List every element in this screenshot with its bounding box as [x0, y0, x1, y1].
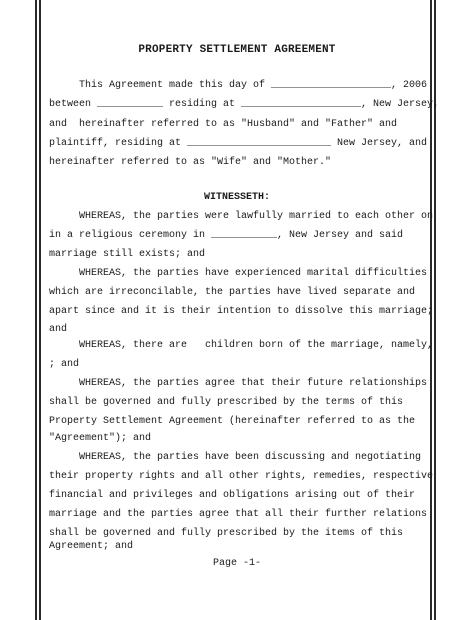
body-line: hereinafter referred to as "Wife" and "Mother.": [49, 157, 332, 168]
body-line: Property Settlement Agreement (hereinafter referred to as the: [49, 416, 416, 427]
body-line: ; and: [49, 359, 80, 370]
body-line: between ___________ residing at ____________________, New Jersey,: [49, 99, 440, 110]
body-line: shall be governed and fully prescribed by the items of this: [49, 528, 404, 539]
body-line: their property rights and all other rights, remedies, respective: [49, 471, 434, 482]
body-line: marriage and the parties agree that all their further relations: [49, 509, 428, 520]
body-line: in a religious ceremony in ___________, New Jersey and said: [49, 230, 404, 241]
left-margin-rule-outer: [35, 0, 37, 620]
section-heading: WITNESSETH:: [203, 192, 270, 203]
body-line: "Agreement"); and: [49, 433, 152, 444]
body-line: WHEREAS, the parties agree that their future relationships: [49, 378, 428, 389]
body-line: WHEREAS, the parties have been discussing and negotiating: [49, 452, 422, 463]
body-line: apart since and it is their intention to dissolve this marriage;: [49, 306, 434, 317]
body-line: WHEREAS, the parties have experienced marital difficulties: [49, 268, 428, 279]
body-line: marriage still exists; and: [49, 249, 206, 260]
body-line: which are irreconcilable, the parties have lived separate and: [49, 287, 416, 298]
body-line: shall be governed and fully prescribed by the terms of this: [49, 397, 404, 408]
right-margin-rule-outer: [434, 0, 436, 620]
left-margin-rule-inner: [39, 0, 41, 620]
body-line: plaintiff, residing at ________________________ New Jersey, and: [49, 138, 428, 149]
document-title: PROPERTY SETTLEMENT AGREEMENT: [138, 44, 336, 56]
body-line: and hereinafter referred to as "Husband" and "Father" and: [49, 119, 398, 130]
body-line: Agreement; and: [49, 541, 134, 552]
body-line: WHEREAS, there are children born of the marriage, namely,: [49, 340, 434, 351]
page-number: Page -1-: [212, 558, 261, 569]
body-line: and: [49, 324, 68, 335]
body-line: This Agreement made this day of ____________________, 2006: [49, 80, 428, 91]
body-line: WHEREAS, the parties were lawfully married to each other on: [49, 211, 434, 222]
body-line: financial and privileges and obligations arising out of their: [49, 490, 416, 501]
